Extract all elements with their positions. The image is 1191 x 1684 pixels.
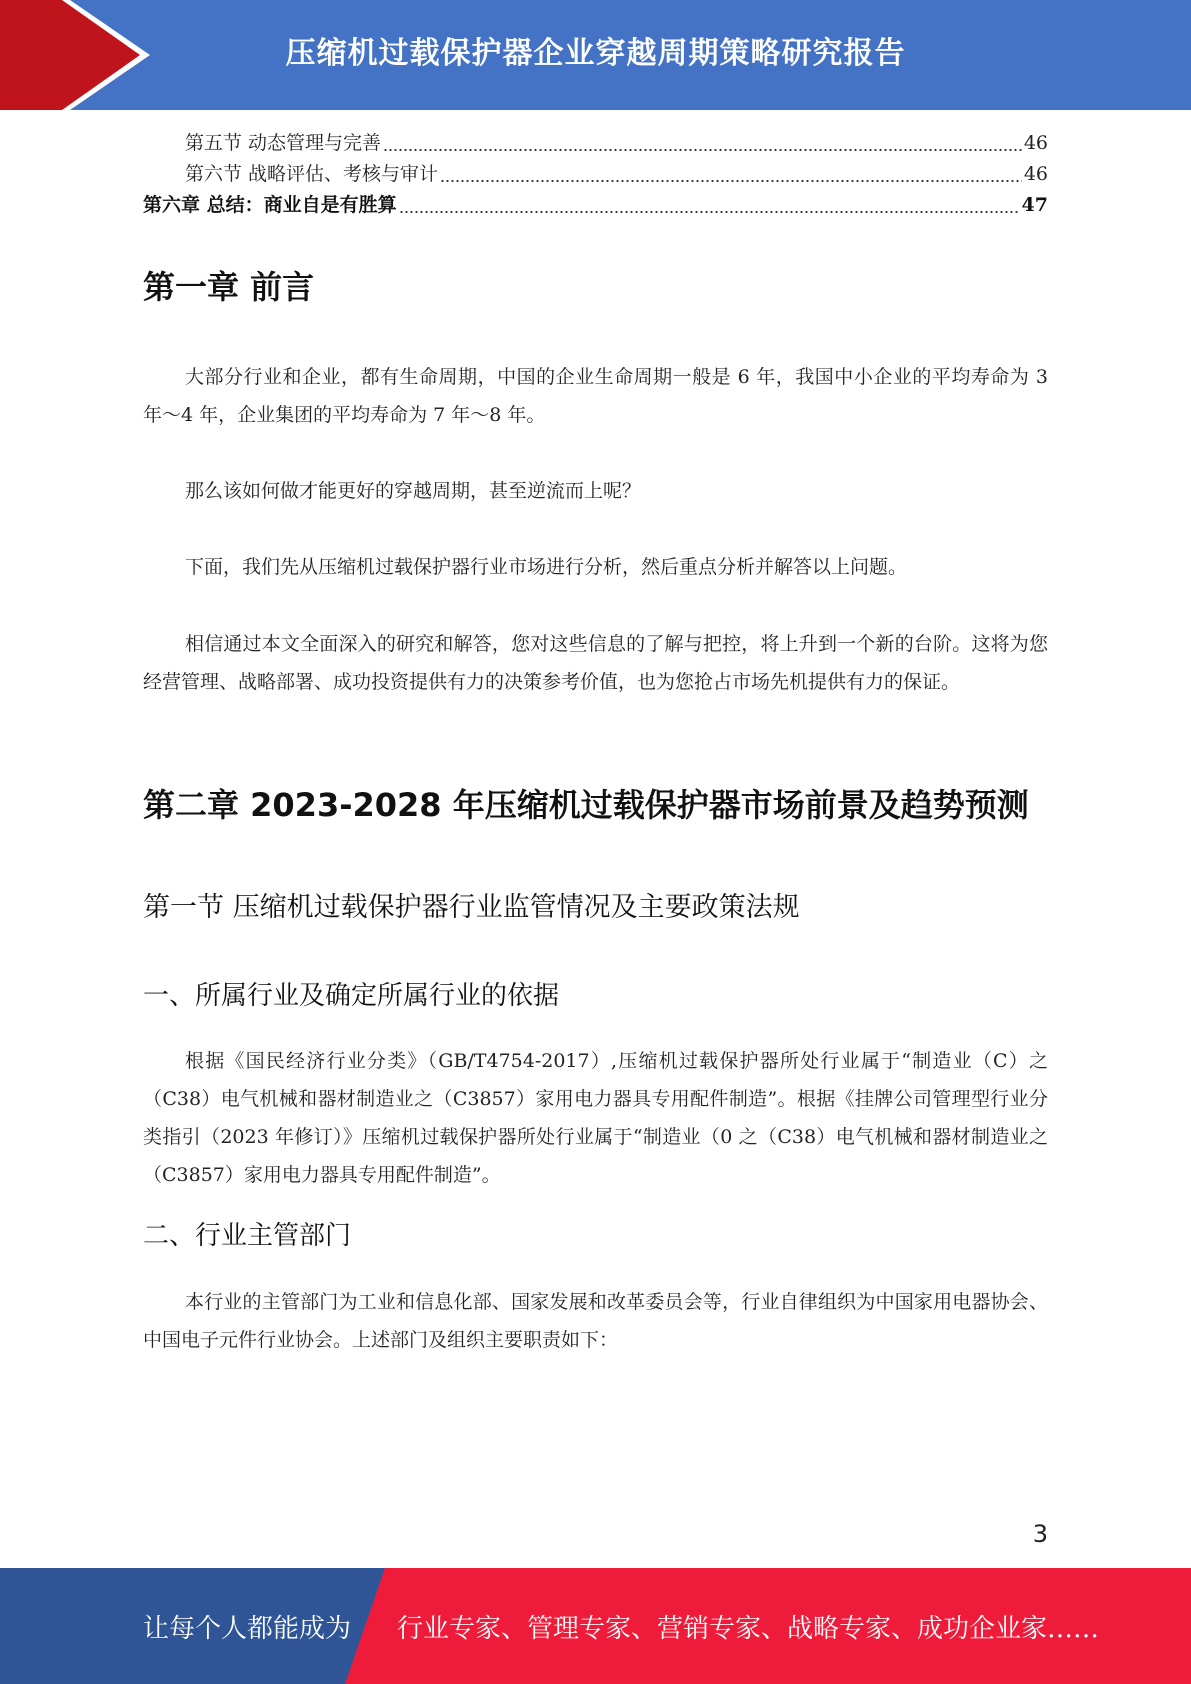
body-paragraph: 下面，我们先从压缩机过载保护器行业市场进行分析，然后重点分析并解答以上问题。 [185, 556, 908, 578]
toc-leader-dots [399, 210, 1020, 214]
body-paragraph: 大部分行业和企业，都有生命周期，中国的企业生命周期一般是 6 年，我国中小企业的平均寿命为 3 年～4 年，企业集团的平均寿命为 7 年～8 年。 [143, 366, 1048, 426]
toc-page-number: 46 [1023, 163, 1048, 185]
body-paragraph: 相信通过本文全面深入的研究和解答，您对这些信息的了解与把控，将上升到一个新的台阶。这将为您经营管理、战略部署、成功投资提供有力的决策参考价值，也为您抢占市场先机提供有力的保证。 [143, 633, 1048, 693]
subsection-2-heading: 二、行业主管部门 [143, 1221, 352, 1251]
footer-slogan-left: 让每个人都能成为 [143, 1613, 352, 1644]
toc-entry[interactable] [143, 128, 1048, 159]
section-1-heading: 第一节 压缩机过载保护器行业监管情况及主要政策法规 [143, 892, 800, 923]
footer-slogan-right: 行业专家、管理专家、营销专家、战略专家、成功企业家…… [397, 1613, 1100, 1644]
toc-leader-dots [383, 148, 1022, 152]
toc-label: 第五节 动态管理与完善 [185, 132, 382, 154]
toc-page-number: 46 [1023, 132, 1048, 154]
page-number: 3 [1032, 1520, 1048, 1548]
toc-entry[interactable] [143, 159, 1048, 190]
body-paragraph: 根据《国民经济行业分类》（GB/T4754-2017）,压缩机过载保护器所处行业属于“制造业（C）之（C38）电气机械和器材制造业之（C3857）家用电力器具专用配件制造”。根据《挂牌公司管理型行业分类指引（2023 年修订）》压缩机过载保护器所处行业属于“制造业（0 之（C38）电气机械和器材制造业之（C3857）家用电力器具专用配件制造”。 [143, 1050, 1048, 1186]
body-paragraph: 那么该如何做才能更好的穿越周期，甚至逆流而上呢？ [185, 480, 642, 502]
chapter-2-heading: 第二章 2023-2028 年压缩机过载保护器市场前景及趋势预测 [143, 786, 1029, 824]
toc-leader-dots [440, 179, 1022, 183]
toc-entry[interactable] [143, 190, 1048, 221]
toc-label: 第六章 总结：商业自是有胜算 [143, 194, 397, 216]
page-footer [0, 1568, 1191, 1684]
header-arrow-logo [0, 0, 160, 110]
toc-label: 第六节 战略评估、考核与审计 [185, 163, 439, 185]
body-paragraph: 本行业的主管部门为工业和信息化部、国家发展和改革委员会等，行业自律组织为中国家用电器协会、中国电子元件行业协会。上述部门及组织主要职责如下： [143, 1291, 1048, 1351]
page-header [0, 0, 1191, 110]
subsection-1-heading: 一、所属行业及确定所属行业的依据 [143, 981, 560, 1011]
report-title: 压缩机过载保护器企业穿越周期策略研究报告 [285, 36, 906, 71]
toc-page-number: 47 [1021, 194, 1048, 216]
chapter-1-heading: 第一章 前言 [143, 268, 315, 306]
table-of-contents [143, 128, 1048, 221]
